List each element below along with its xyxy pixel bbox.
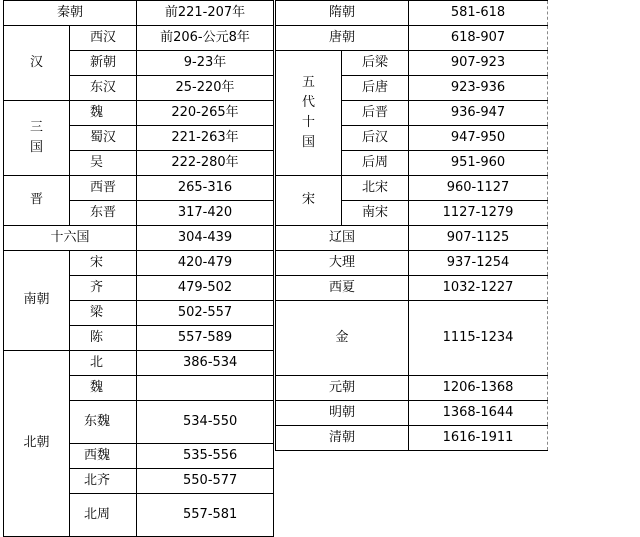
- table-row: [276, 51, 548, 76]
- group-char: 五: [301, 75, 315, 90]
- dynasty-name: 明朝: [276, 401, 409, 426]
- dynasty-years: 936-947: [409, 101, 548, 126]
- dynasty-years: 535-556: [137, 444, 274, 469]
- table-row: [276, 176, 548, 201]
- dynasty-name: 梁: [70, 301, 137, 326]
- table-row: [4, 226, 274, 251]
- dynasty-name: 清朝: [276, 426, 409, 451]
- group-char: 国: [29, 140, 43, 155]
- dynasty-name: 元朝: [276, 376, 409, 401]
- dynasty-name: 宋: [70, 251, 137, 276]
- dynasty-years: 1115-1234: [409, 301, 548, 376]
- dynasty-years: 618-907: [409, 26, 548, 51]
- dynasty-years: 581-618: [409, 1, 548, 26]
- dynasty-years: 1127-1279: [409, 201, 548, 226]
- dynasty-years: 386-534: [137, 351, 274, 376]
- table-row: [276, 1, 548, 26]
- group-char: 代: [301, 95, 315, 110]
- table-row: [276, 401, 548, 426]
- dynasty-name: 后梁: [342, 51, 409, 76]
- group-label-beichao: 北朝: [4, 351, 70, 537]
- group-char: 十: [301, 115, 315, 130]
- dynasty-name: 齐: [70, 276, 137, 301]
- dynasty-name: 西汉: [70, 26, 137, 51]
- table-row: [276, 426, 548, 451]
- dynasty-years: 550-577: [137, 469, 274, 494]
- table-row: [4, 101, 274, 126]
- dynasty-years: 1032-1227: [409, 276, 548, 301]
- dynasty-name: 吴: [70, 151, 137, 176]
- dynasty-name: 北周: [70, 494, 137, 537]
- dynasty-name: 十六国: [4, 226, 137, 251]
- dynasty-name: 后晋: [342, 101, 409, 126]
- dynasty-years: 1616-1911: [409, 426, 548, 451]
- dynasty-name: 后周: [342, 151, 409, 176]
- dynasty-name: 西魏: [70, 444, 137, 469]
- table-row: [276, 251, 548, 276]
- dynasty-name: 西晋: [70, 176, 137, 201]
- table-row: [4, 26, 274, 51]
- dynasty-years: 960-1127: [409, 176, 548, 201]
- dynasty-name: 北齐: [70, 469, 137, 494]
- dynasty-name: 新朝: [70, 51, 137, 76]
- dynasty-years: 420-479: [137, 251, 274, 276]
- dynasty-years: 907-923: [409, 51, 548, 76]
- dynasty-years: 前206-公元8年: [137, 26, 274, 51]
- dynasty-years: 220-265年: [137, 101, 274, 126]
- dynasty-name: 南宋: [342, 201, 409, 226]
- dynasty-years: 1368-1644: [409, 401, 548, 426]
- dynasty-years: 1206-1368: [409, 376, 548, 401]
- dynasty-name: 隋朝: [276, 1, 409, 26]
- dynasty-years: 951-960: [409, 151, 548, 176]
- dynasty-name: 西夏: [276, 276, 409, 301]
- dynasty-years: 304-439: [137, 226, 274, 251]
- dynasty-name: 后汉: [342, 126, 409, 151]
- group-label-wudai: [276, 51, 342, 176]
- table-row: [4, 251, 274, 276]
- dynasty-years: 937-1254: [409, 251, 548, 276]
- dynasty-years: [137, 376, 274, 401]
- dynasty-years: 25-220年: [137, 76, 274, 101]
- dynasty-name: 东魏: [70, 401, 137, 444]
- dynasty-name: 金: [276, 301, 409, 376]
- table-row: [4, 351, 274, 376]
- table-row: [276, 376, 548, 401]
- group-char: 国: [301, 135, 315, 150]
- group-char: 三: [29, 120, 43, 135]
- table-row: [276, 226, 548, 251]
- table-row: [4, 1, 274, 26]
- dynasty-name: 东晋: [70, 201, 137, 226]
- dynasty-years: 前221-207年: [137, 1, 274, 26]
- table-row: [276, 276, 548, 301]
- dynasty-name: 魏: [70, 376, 137, 401]
- dynasty-years: 947-950: [409, 126, 548, 151]
- right-dynasty-table: [275, 0, 548, 451]
- group-label-han: 汉: [4, 26, 70, 101]
- dynasty-name: 东汉: [70, 76, 137, 101]
- dynasty-years: 479-502: [137, 276, 274, 301]
- dynasty-name: 北宋: [342, 176, 409, 201]
- dynasty-years: 907-1125: [409, 226, 548, 251]
- group-label-song: 宋: [276, 176, 342, 226]
- table-row: [4, 176, 274, 201]
- dynasty-years: 557-581: [137, 494, 274, 537]
- dynasty-name: 陈: [70, 326, 137, 351]
- dynasty-name: 唐朝: [276, 26, 409, 51]
- dynasty-years: 502-557: [137, 301, 274, 326]
- dynasty-years: 9-23年: [137, 51, 274, 76]
- dynasty-years: 317-420: [137, 201, 274, 226]
- table-row: [276, 26, 548, 51]
- dynasty-years: 222-280年: [137, 151, 274, 176]
- dynasty-years: 221-263年: [137, 126, 274, 151]
- group-label-sanguo: [4, 101, 70, 176]
- dynasty-years: 557-589: [137, 326, 274, 351]
- dynasty-name: 北: [70, 351, 137, 376]
- dynasty-years: 265-316: [137, 176, 274, 201]
- left-dynasty-table: [3, 0, 274, 537]
- group-label-jin: 晋: [4, 176, 70, 226]
- dynasty-years: 923-936: [409, 76, 548, 101]
- dynasty-name: 辽国: [276, 226, 409, 251]
- dynasty-name: 大理: [276, 251, 409, 276]
- group-label-nanchao: 南朝: [4, 251, 70, 351]
- dynasty-years: 534-550: [137, 401, 274, 444]
- dynasty-name: 秦朝: [4, 1, 137, 26]
- dynasty-name: 蜀汉: [70, 126, 137, 151]
- dynasty-name: 后唐: [342, 76, 409, 101]
- dynasty-name: 魏: [70, 101, 137, 126]
- table-row: [276, 301, 548, 376]
